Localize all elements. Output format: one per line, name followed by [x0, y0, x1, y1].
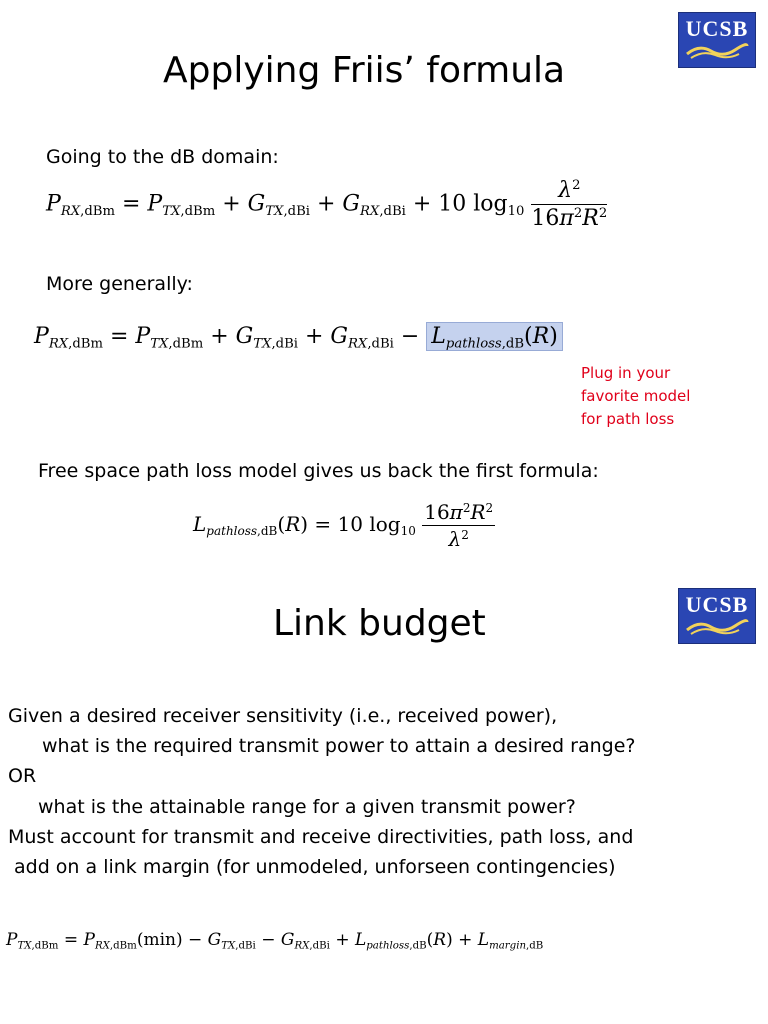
slide-title-link-budget: Link budget — [273, 603, 486, 644]
link-budget-line-4: what is the attainable range for a given transmit power? — [38, 796, 576, 818]
free-space-pathloss-equation: $L_{pathloss,dB}(R) = 10$ $\log_{10}$ $\frac{16\pi^2R^2}{\lambda^2}$ — [193, 500, 494, 551]
general-link-equation: $P_{RX,dBm} = P_{TX,dBm} + G_{TX,dBi} + G_{RX,dBi} - L_{pathloss,dB}(R)$ — [34, 324, 563, 352]
more-generally-label: More generally: — [46, 273, 193, 295]
link-budget-equation: $P_{TX,dBm} = P_{RX,dBm}(\min) - G_{TX,dBi} - G_{RX,dBi} + L_{pathloss,dB}(R) + L_{margin,dB}$ — [6, 930, 544, 952]
db-domain-label: Going to the dB domain: — [46, 146, 279, 168]
friis-db-equation: $P_{RX,dBm} = P_{TX,dBm} + G_{TX,dBi} + G_{RX,dBi} + 10$ $\log_{10}$ $\frac{\lambda^2}{16\pi^2R^2}$ — [46, 178, 608, 231]
pathloss-term-highlight: $L_{pathloss,dB}(R)$ — [426, 322, 563, 351]
link-budget-line-2: what is the required transmit power to attain a desired range? — [42, 735, 636, 757]
link-budget-line-1: Given a desired receiver sensitivity (i.e., received power), — [8, 705, 558, 727]
ucsb-logo-2: UCSB — [678, 588, 756, 644]
free-space-label: Free space path loss model gives us back the first formula: — [38, 460, 599, 482]
slide-title-friis: Applying Friis’ formula — [163, 50, 566, 91]
wave-icon — [685, 42, 749, 60]
wave-icon — [685, 618, 749, 636]
pathloss-note: Plug in your favorite model for path loss — [581, 364, 691, 428]
link-budget-line-6: add on a link margin (for unmodeled, unforseen contingencies) — [14, 856, 616, 878]
link-budget-line-5: Must account for transmit and receive directivities, path loss, and — [8, 826, 634, 848]
link-budget-line-3: OR — [8, 765, 37, 787]
ucsb-logo: UCSB — [678, 12, 756, 68]
